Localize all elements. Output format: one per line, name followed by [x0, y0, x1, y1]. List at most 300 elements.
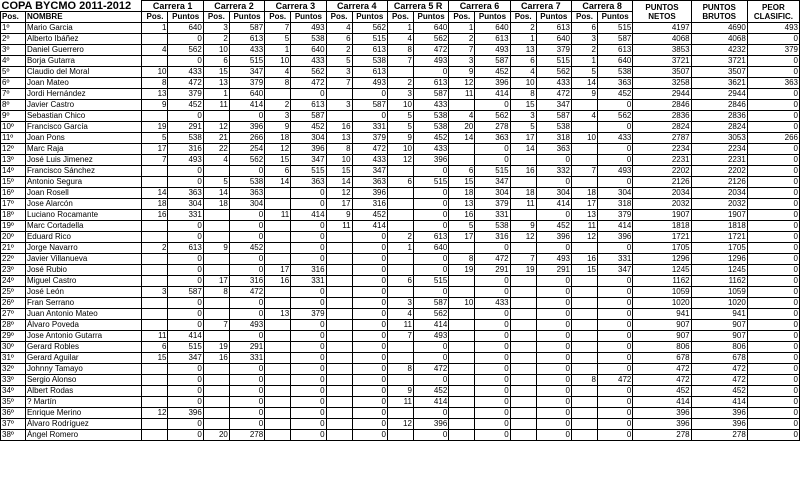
race-points-cell: 0 [352, 386, 387, 397]
driver-name-cell: Joan Mateo [25, 78, 142, 89]
table-row [1, 188, 800, 199]
gross-points-cell: 1818 [691, 221, 747, 232]
race-points-cell: 318 [598, 199, 633, 210]
race-points-cell: 316 [352, 199, 387, 210]
table-row [1, 254, 800, 265]
race-position-cell [326, 320, 352, 331]
worst-result-cell: 0 [747, 56, 799, 67]
race-position-cell: 5 [387, 122, 413, 133]
race-position-cell [510, 309, 536, 320]
rank-cell: 24º [1, 276, 26, 287]
rank-cell: 13º [1, 155, 26, 166]
race-points-cell: 613 [352, 45, 387, 56]
rank-cell: 14º [1, 166, 26, 177]
race-points-cell: 538 [229, 177, 264, 188]
driver-name-cell: Álvaro Rodríguez [25, 419, 142, 430]
race-points-cell: 304 [536, 188, 571, 199]
race-points-cell: 640 [229, 89, 264, 100]
race-position-cell [510, 430, 536, 441]
net-points-cell: 2231 [633, 155, 691, 166]
net-points-cell: 806 [633, 342, 691, 353]
race-points-cell: 562 [598, 111, 633, 122]
rank-cell: 27º [1, 309, 26, 320]
race-position-cell [572, 100, 598, 111]
race-points-cell: 0 [352, 298, 387, 309]
race-position-cell: 6 [449, 166, 475, 177]
driver-name-cell: Francisco Sánchez [25, 166, 142, 177]
race-points-cell: 452 [413, 386, 448, 397]
race-position-cell [572, 276, 598, 287]
race-position-cell [572, 298, 598, 309]
race-header: Carrera 7 [510, 1, 571, 12]
race-points-cell: 587 [352, 100, 387, 111]
race-points-cell: 0 [168, 221, 203, 232]
race-position-cell [142, 111, 168, 122]
race-points-cell: 0 [229, 386, 264, 397]
race-points-cell: 0 [536, 276, 571, 287]
net-points-cell: 907 [633, 331, 691, 342]
race-position-cell: 3 [326, 67, 352, 78]
race-position-cell: 6 [572, 23, 598, 34]
table-row [1, 364, 800, 375]
race-position-cell [142, 386, 168, 397]
race-points-cell: 0 [352, 320, 387, 331]
race-position-cell [572, 144, 598, 155]
race-points-cell: 0 [229, 221, 264, 232]
race-points-cell: 0 [475, 342, 510, 353]
rank-cell: 7º [1, 89, 26, 100]
race-points-cell: 0 [291, 430, 326, 441]
race-position-cell [203, 375, 229, 386]
race-points-cell: 515 [413, 177, 448, 188]
race-position-cell [572, 397, 598, 408]
race-position-cell: 6 [265, 166, 291, 177]
driver-name-cell: Albert Rodas [25, 386, 142, 397]
race-points-cell: 347 [352, 166, 387, 177]
race-points-cell: 0 [168, 265, 203, 276]
race-points-cell: 0 [229, 375, 264, 386]
race-position-cell: 10 [572, 133, 598, 144]
rank-cell: 36º [1, 408, 26, 419]
race-position-cell: 14 [265, 177, 291, 188]
race-pos-header: Pos. [387, 12, 413, 23]
race-points-cell: 0 [229, 232, 264, 243]
race-points-cell: 493 [229, 320, 264, 331]
race-position-cell [142, 397, 168, 408]
rank-cell: 5º [1, 67, 26, 78]
race-position-cell: 4 [572, 111, 598, 122]
gross-points-cell: 452 [691, 386, 747, 397]
race-points-cell: 266 [229, 133, 264, 144]
race-position-cell [265, 375, 291, 386]
race-points-cell: 0 [536, 408, 571, 419]
race-points-cell: 515 [229, 56, 264, 67]
table-row [1, 155, 800, 166]
position-header: Pos. [1, 12, 26, 23]
race-points-cell: 0 [536, 298, 571, 309]
race-position-cell: 4 [387, 34, 413, 45]
race-points-cell: 538 [291, 34, 326, 45]
race-position-cell [265, 221, 291, 232]
gross-points-cell: 472 [691, 364, 747, 375]
race-position-cell: 11 [387, 397, 413, 408]
rank-cell: 9º [1, 111, 26, 122]
net-points-cell: 1162 [633, 276, 691, 287]
rank-cell: 1º [1, 23, 26, 34]
race-position-cell: 13 [572, 210, 598, 221]
race-points-cell: 396 [413, 155, 448, 166]
rank-cell: 37º [1, 419, 26, 430]
table-row [1, 276, 800, 287]
race-position-cell [387, 210, 413, 221]
net-points-cell: 278 [633, 430, 691, 441]
race-position-cell [203, 386, 229, 397]
race-points-cell: 0 [536, 320, 571, 331]
driver-name-cell: Mario Garcia [25, 23, 142, 34]
race-position-cell: 8 [326, 144, 352, 155]
race-points-cell: 493 [291, 23, 326, 34]
race-position-cell [387, 342, 413, 353]
race-points-cell: 0 [598, 155, 633, 166]
race-position-cell [326, 331, 352, 342]
rank-cell: 20º [1, 232, 26, 243]
race-points-cell: 0 [352, 232, 387, 243]
worst-result-cell: 0 [747, 122, 799, 133]
rank-cell: 3º [1, 45, 26, 56]
race-position-cell: 3 [387, 298, 413, 309]
race-position-cell [449, 375, 475, 386]
race-position-cell: 15 [449, 177, 475, 188]
race-points-cell: 452 [291, 122, 326, 133]
race-points-cell: 493 [475, 45, 510, 56]
race-header: Carrera 4 [326, 1, 387, 12]
driver-name-cell: Antonio Segura [25, 177, 142, 188]
race-points-cell: 0 [475, 375, 510, 386]
race-points-cell: 0 [475, 320, 510, 331]
table-row [1, 199, 800, 210]
race-points-cell: 0 [168, 364, 203, 375]
race-points-cell: 0 [475, 276, 510, 287]
race-points-cell: 0 [352, 254, 387, 265]
race-position-cell: 5 [572, 67, 598, 78]
race-points-header: Puntos [598, 12, 633, 23]
race-points-cell: 472 [168, 78, 203, 89]
race-points-cell: 379 [352, 133, 387, 144]
race-points-cell: 0 [229, 397, 264, 408]
race-position-cell [203, 166, 229, 177]
race-position-cell [142, 430, 168, 441]
race-position-cell [387, 199, 413, 210]
race-points-cell: 414 [352, 221, 387, 232]
driver-name-cell: Sergio Alonso [25, 375, 142, 386]
race-points-header: Puntos [475, 12, 510, 23]
race-points-cell: 452 [352, 210, 387, 221]
worst-result-cell: 266 [747, 133, 799, 144]
race-position-cell: 6 [142, 342, 168, 353]
gross-points-cell: 4068 [691, 34, 747, 45]
table-row [1, 221, 800, 232]
race-position-cell [387, 67, 413, 78]
race-position-cell: 16 [142, 210, 168, 221]
race-position-cell: 18 [265, 133, 291, 144]
race-points-cell: 414 [291, 210, 326, 221]
worst-result-cell: 0 [747, 309, 799, 320]
race-points-cell: 0 [352, 89, 387, 100]
race-position-cell [265, 430, 291, 441]
race-points-cell: 291 [475, 265, 510, 276]
race-position-cell [510, 386, 536, 397]
race-points-cell: 0 [536, 177, 571, 188]
race-position-cell [387, 408, 413, 419]
race-points-cell: 0 [413, 67, 448, 78]
race-position-cell [203, 111, 229, 122]
gross-points-cell: 396 [691, 419, 747, 430]
race-points-cell: 613 [598, 45, 633, 56]
race-position-cell [572, 122, 598, 133]
race-position-cell: 9 [142, 100, 168, 111]
rank-cell: 21º [1, 243, 26, 254]
rank-cell: 15º [1, 177, 26, 188]
race-points-cell: 493 [598, 166, 633, 177]
race-points-cell: 0 [536, 364, 571, 375]
race-position-cell: 10 [449, 298, 475, 309]
race-points-cell: 472 [291, 78, 326, 89]
race-position-cell [265, 254, 291, 265]
race-position-cell [142, 309, 168, 320]
race-points-cell: 363 [352, 177, 387, 188]
race-points-cell: 493 [413, 331, 448, 342]
table-row [1, 397, 800, 408]
race-points-cell: 363 [229, 188, 264, 199]
race-points-cell: 0 [352, 353, 387, 364]
gross-points-cell: 2231 [691, 155, 747, 166]
table-row [1, 78, 800, 89]
race-position-cell: 9 [387, 386, 413, 397]
table-row [1, 342, 800, 353]
race-points-cell: 0 [352, 265, 387, 276]
race-header: Carrera 3 [265, 1, 326, 12]
net-points-cell: 3853 [633, 45, 691, 56]
table-row [1, 232, 800, 243]
race-points-cell: 0 [598, 331, 633, 342]
race-position-cell [142, 221, 168, 232]
race-points-cell: 0 [536, 331, 571, 342]
rank-cell: 10º [1, 122, 26, 133]
race-points-cell: 515 [536, 56, 571, 67]
race-position-cell: 4 [326, 23, 352, 34]
race-points-cell: 304 [168, 199, 203, 210]
race-position-cell: 2 [572, 45, 598, 56]
race-points-cell: 538 [536, 122, 571, 133]
race-points-cell: 0 [291, 397, 326, 408]
gross-points-cell: 2034 [691, 188, 747, 199]
race-points-cell: 363 [536, 144, 571, 155]
race-points-cell: 0 [352, 364, 387, 375]
worst-result-cell: 0 [747, 199, 799, 210]
race-position-cell [387, 353, 413, 364]
worst-result-cell: 0 [747, 419, 799, 430]
race-position-cell: 17 [142, 144, 168, 155]
race-position-cell [203, 254, 229, 265]
race-position-cell: 20 [449, 122, 475, 133]
race-points-cell: 0 [413, 210, 448, 221]
race-position-cell: 1 [265, 45, 291, 56]
worst-result-cell: 0 [747, 298, 799, 309]
race-position-cell: 8 [203, 287, 229, 298]
race-position-cell: 5 [387, 111, 413, 122]
net-points-cell: 2944 [633, 89, 691, 100]
gross-points-cell: 396 [691, 408, 747, 419]
race-position-cell [326, 111, 352, 122]
race-points-cell: 0 [598, 122, 633, 133]
race-points-cell: 332 [536, 166, 571, 177]
race-points-cell: 278 [475, 122, 510, 133]
race-points-cell: 562 [413, 309, 448, 320]
race-position-cell: 8 [142, 78, 168, 89]
worst-result-cell: 363 [747, 78, 799, 89]
gross-points-cell: 2836 [691, 111, 747, 122]
race-points-cell: 613 [536, 23, 571, 34]
net-points-cell: 2234 [633, 144, 691, 155]
race-position-cell [387, 265, 413, 276]
race-points-cell: 562 [413, 34, 448, 45]
race-points-cell: 433 [291, 56, 326, 67]
race-points-cell: 0 [291, 375, 326, 386]
worst-result-cell: 0 [747, 67, 799, 78]
race-position-cell: 17 [572, 199, 598, 210]
race-points-cell: 0 [598, 100, 633, 111]
race-points-cell: 562 [536, 67, 571, 78]
race-points-cell: 316 [291, 265, 326, 276]
rank-cell: 11º [1, 133, 26, 144]
gross-points-cell: 678 [691, 353, 747, 364]
race-position-cell: 2 [142, 243, 168, 254]
race-position-cell [326, 430, 352, 441]
race-points-cell: 0 [475, 309, 510, 320]
table-row [1, 100, 800, 111]
race-points-cell: 452 [168, 100, 203, 111]
net-points-cell: 3258 [633, 78, 691, 89]
race-position-cell: 1 [449, 23, 475, 34]
rank-cell: 6º [1, 78, 26, 89]
race-position-cell [142, 254, 168, 265]
driver-name-cell: José Luis Jimenez [25, 155, 142, 166]
race-points-cell: 0 [168, 386, 203, 397]
net-points-cell: 4068 [633, 34, 691, 45]
driver-name-cell: Fran Serrano [25, 298, 142, 309]
table-row [1, 177, 800, 188]
race-points-cell: 0 [168, 111, 203, 122]
race-points-cell: 0 [168, 320, 203, 331]
race-points-cell: 587 [291, 111, 326, 122]
race-points-cell: 0 [168, 298, 203, 309]
race-points-cell: 0 [168, 34, 203, 45]
race-position-cell: 22 [203, 144, 229, 155]
race-points-cell: 316 [168, 144, 203, 155]
race-position-cell: 4 [510, 67, 536, 78]
net-points-cell: 396 [633, 419, 691, 430]
race-points-cell: 0 [536, 419, 571, 430]
race-position-cell: 14 [449, 133, 475, 144]
net-points-cell: 1907 [633, 210, 691, 221]
race-points-cell: 0 [352, 331, 387, 342]
gross-points-cell: 4232 [691, 45, 747, 56]
table-row [1, 166, 800, 177]
race-position-cell [326, 265, 352, 276]
driver-name-cell: Joan Pons [25, 133, 142, 144]
race-position-cell [203, 408, 229, 419]
race-points-cell: 0 [291, 254, 326, 265]
race-position-cell [265, 419, 291, 430]
race-points-cell: 640 [475, 23, 510, 34]
table-row [1, 210, 800, 221]
worst-result-cell: 0 [747, 331, 799, 342]
table-row [1, 45, 800, 56]
race-points-cell: 640 [168, 23, 203, 34]
net-points-cell: 2824 [633, 122, 691, 133]
race-position-cell: 7 [510, 254, 536, 265]
gross-points-cell: 2846 [691, 100, 747, 111]
race-position-cell: 5 [326, 56, 352, 67]
worst-result-cell: 0 [747, 243, 799, 254]
race-position-cell: 13 [265, 309, 291, 320]
race-points-cell: 0 [536, 309, 571, 320]
driver-name-cell: José Rubio [25, 265, 142, 276]
net-points-cell: 2126 [633, 177, 691, 188]
race-points-cell: 291 [536, 265, 571, 276]
race-position-cell: 7 [449, 45, 475, 56]
driver-name-cell: Claudio del Moral [25, 67, 142, 78]
race-points-cell: 0 [536, 243, 571, 254]
race-points-cell: 0 [352, 397, 387, 408]
race-position-cell [203, 364, 229, 375]
race-points-cell: 613 [168, 243, 203, 254]
race-position-cell: 19 [510, 265, 536, 276]
race-position-cell: 14 [142, 188, 168, 199]
race-position-cell: 5 [510, 122, 536, 133]
worst-result-cell: 0 [747, 232, 799, 243]
net-points-cell: 2846 [633, 100, 691, 111]
net-points-cell: 3507 [633, 67, 691, 78]
race-position-cell: 9 [387, 133, 413, 144]
race-points-cell: 347 [229, 67, 264, 78]
race-points-cell: 0 [598, 320, 633, 331]
gross-points-cell: 414 [691, 397, 747, 408]
gross-points-cell: 2234 [691, 144, 747, 155]
race-points-header: Puntos [536, 12, 571, 23]
race-points-cell: 0 [229, 265, 264, 276]
race-points-cell: 493 [352, 78, 387, 89]
table-row [1, 23, 800, 34]
race-points-cell: 0 [598, 309, 633, 320]
race-position-cell: 17 [265, 265, 291, 276]
race-points-cell: 0 [475, 353, 510, 364]
race-points-cell: 0 [536, 155, 571, 166]
race-points-cell: 640 [536, 34, 571, 45]
race-points-cell: 379 [475, 199, 510, 210]
net-points-cell: 4197 [633, 23, 691, 34]
race-points-cell: 0 [536, 287, 571, 298]
race-position-cell [449, 397, 475, 408]
race-position-cell: 6 [387, 177, 413, 188]
race-position-cell [265, 353, 291, 364]
driver-name-cell: Alberto Ibáñez [25, 34, 142, 45]
race-points-cell: 587 [475, 56, 510, 67]
race-position-cell [326, 397, 352, 408]
worst-result-cell: 0 [747, 386, 799, 397]
table-row [1, 89, 800, 100]
race-points-cell: 254 [229, 144, 264, 155]
